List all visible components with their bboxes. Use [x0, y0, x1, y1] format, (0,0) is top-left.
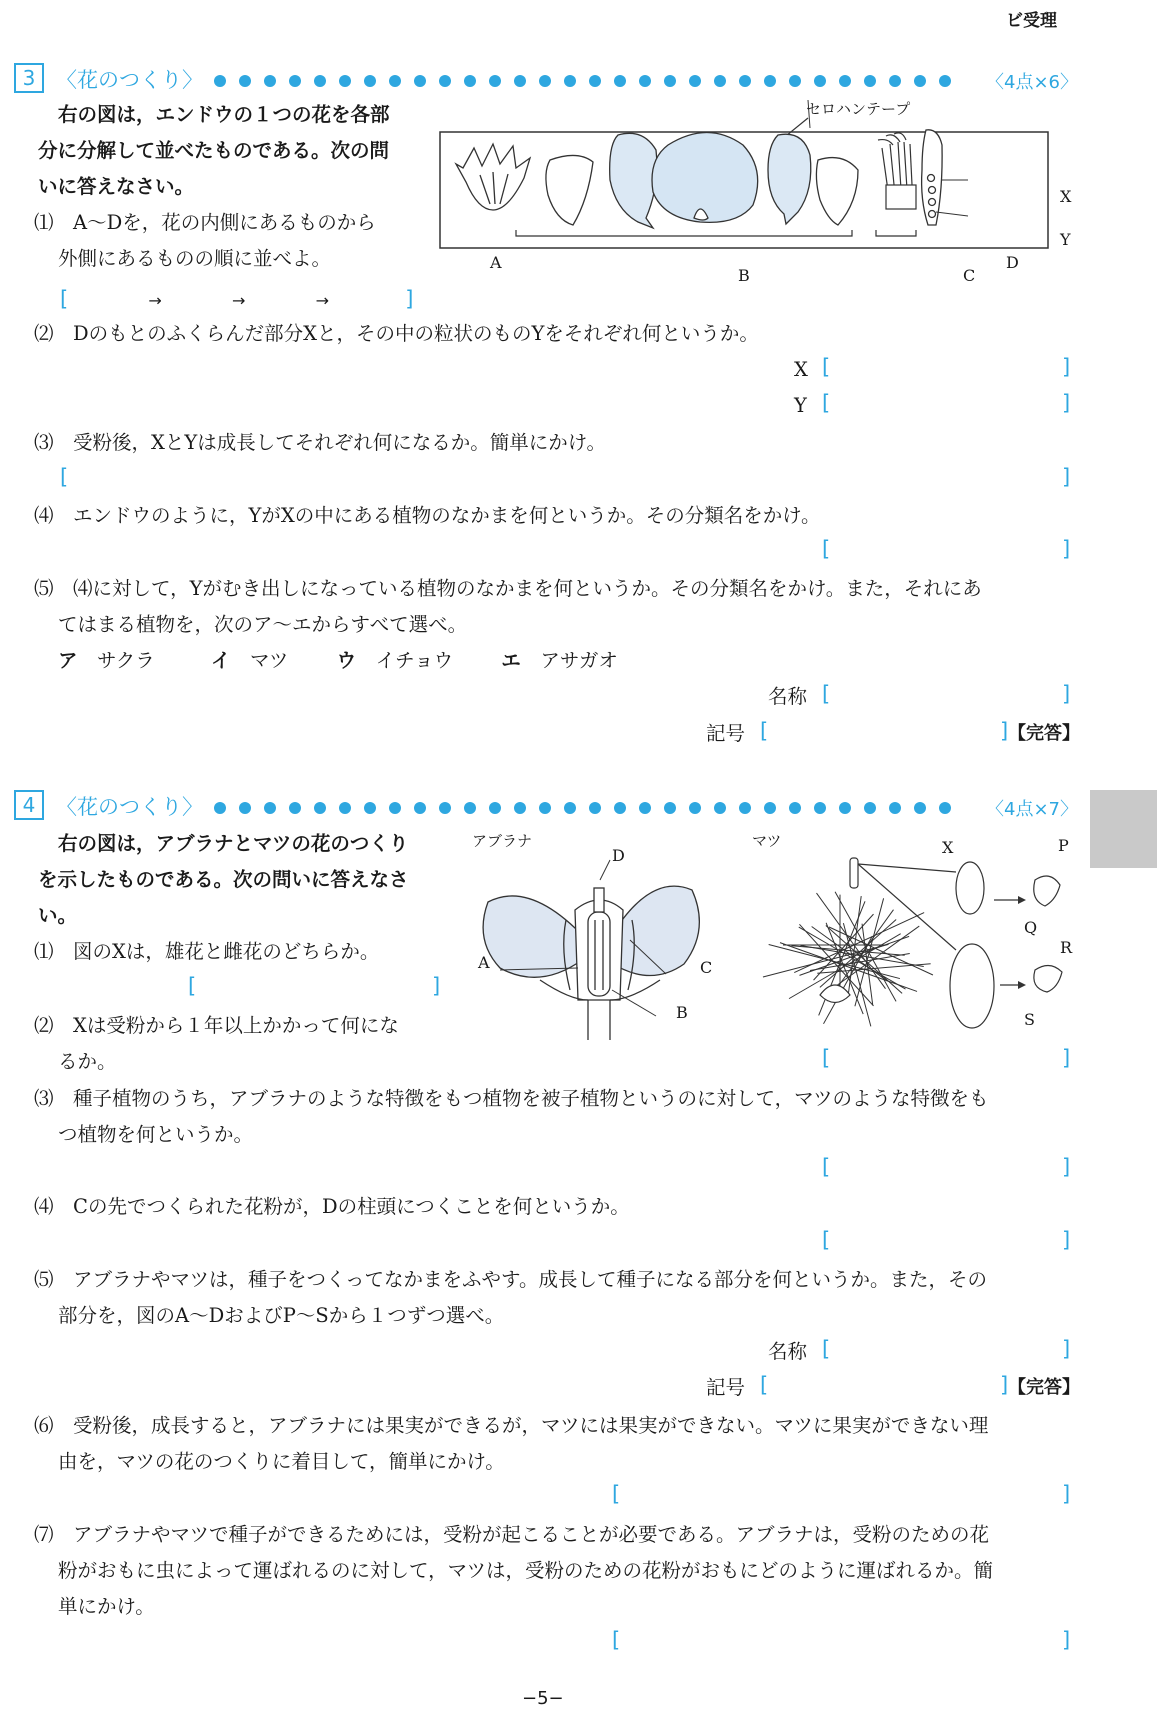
petals-b-drawing: [546, 133, 858, 229]
section4-intro-2: を示したものである。次の問いに答えなさ: [38, 868, 409, 891]
s3-q5-line1: ⑸ ⑷に対して，Yがむき出しになっている植物のなかまを何というか。その分類名をかけ。また，それにあ: [34, 577, 982, 600]
matsu-label-q: Q: [1024, 918, 1038, 937]
header-dot: [214, 75, 226, 87]
header-dot: [664, 75, 676, 87]
header-dot: [739, 75, 751, 87]
s4-q5-name-close[interactable]: ]: [1062, 1337, 1071, 1361]
header-dot: [239, 802, 251, 814]
s4-q7-close[interactable]: ]: [1062, 1628, 1071, 1652]
header-dot: [289, 802, 301, 814]
s4-q2-open[interactable]: [: [822, 1046, 831, 1070]
header-dot: [339, 75, 351, 87]
header-dot: [289, 75, 301, 87]
section4-intro-3: い。: [38, 904, 78, 927]
section4-points: 〈4点×7〉: [986, 799, 1078, 820]
s4-q5-line2: 部分を，図のA～DおよびP～Sから１つずつ選べ。: [58, 1304, 505, 1327]
section4-title: 〈花のつくり〉: [56, 795, 203, 819]
header-dot: [689, 75, 701, 87]
header-dot: [364, 75, 376, 87]
header-dot: [564, 75, 576, 87]
s3-q3-close[interactable]: ]: [1062, 465, 1071, 489]
s4-q5-symbol-open[interactable]: [: [760, 1373, 769, 1397]
s3-q1-line2: 外側にあるものの順に並べよ。: [58, 247, 332, 270]
figure-label-b: B: [738, 266, 750, 285]
s4-q7-line3: 単にかけ。: [58, 1595, 155, 1618]
s4-q5-line1: ⑸ アブラナやマツは，種子をつくってなかまをふやす。成長して種子になる部分を何というか。また，その: [34, 1268, 987, 1291]
section3-intro-1: 右の図は，エンドウの１つの花を各部: [58, 103, 390, 126]
s4-q5-symbol-label: 記号: [706, 1376, 746, 1399]
pine-needle: [817, 893, 855, 945]
header-dot: [464, 75, 476, 87]
s3-q5-name-open[interactable]: [: [822, 682, 831, 706]
calyx-a-drawing: [456, 144, 530, 210]
header-dot: [664, 802, 676, 814]
header-dot: [489, 802, 501, 814]
section3-title: 〈花のつくり〉: [56, 68, 203, 92]
s3-q2-y-close[interactable]: ]: [1062, 391, 1071, 415]
header-dot: [839, 75, 851, 87]
header-dot: [814, 75, 826, 87]
section3-points: 〈4点×6〉: [986, 72, 1078, 93]
s4-q5-name-open[interactable]: [: [822, 1337, 831, 1361]
header-dot: [839, 802, 851, 814]
pine-needle: [826, 923, 840, 957]
header-dot: [614, 802, 626, 814]
header-dot: [914, 75, 926, 87]
header-dot: [564, 802, 576, 814]
s3-q2-x-open[interactable]: [: [822, 355, 831, 379]
s4-q4-close[interactable]: ]: [1062, 1228, 1071, 1252]
header-dot: [689, 802, 701, 814]
header-dot: [639, 802, 651, 814]
s3-q4-text: ⑷ エンドウのように，YがXの中にある植物のなかまを何というか。その分類名をかけ。: [34, 504, 821, 527]
tape-label: セロハンテープ: [806, 100, 911, 118]
s4-q4-open[interactable]: [: [822, 1228, 831, 1252]
abrana-label-c: C: [700, 958, 713, 977]
abrana-label-d: D: [612, 846, 625, 865]
s3-q2-y-label: Y: [794, 394, 807, 417]
pine-needle: [812, 926, 854, 957]
header-dot: [239, 75, 251, 87]
s4-q4-text: ⑷ Cの先でつくられた花粉が，Dの柱頭につくことを何というか。: [34, 1195, 630, 1218]
header-dot: [789, 802, 801, 814]
pine-needle: [854, 896, 861, 951]
corner-label: ビ受理: [1006, 11, 1057, 31]
s3-q2-text: ⑵ Dのもとのふくらんだ部分Xと，その中の粒状のものYをそれぞれ何というか。: [34, 322, 759, 345]
s4-q7-open[interactable]: [: [612, 1628, 621, 1652]
s3-q2-x-close[interactable]: ]: [1062, 355, 1071, 379]
header-dot: [764, 75, 776, 87]
section4-dots: [214, 802, 974, 816]
s3-q5-name-label: 名称: [768, 685, 808, 708]
header-dot: [864, 802, 876, 814]
matsu-label-r: R: [1060, 938, 1073, 957]
s3-q5-symbol-label: 記号: [706, 722, 746, 745]
section3-dots: [214, 75, 974, 89]
header-dot: [764, 802, 776, 814]
header-dot: [614, 75, 626, 87]
header-dot: [589, 75, 601, 87]
figure-label-y: Y: [1060, 230, 1071, 249]
s4-q2-close[interactable]: ]: [1062, 1046, 1071, 1070]
s4-q3-close[interactable]: ]: [1062, 1155, 1071, 1179]
matsu-label-p: P: [1058, 836, 1069, 855]
pea-flower-figure: [438, 100, 1098, 290]
abrana-label: アブラナ: [472, 832, 533, 850]
header-dot: [414, 75, 426, 87]
abrana-label-a: A: [478, 953, 490, 972]
header-dot: [589, 802, 601, 814]
header-dot: [314, 802, 326, 814]
s4-q5-symbol-close[interactable]: ]: [1000, 1373, 1009, 1397]
s4-q6-open[interactable]: [: [612, 1482, 621, 1506]
header-dot: [339, 802, 351, 814]
s4-q3-line2: つ植物を何というか。: [58, 1123, 254, 1146]
s3-q5-choices: ア サクラ イ マツ ウ イチョウ エ アサガオ: [58, 649, 618, 672]
header-dot: [489, 75, 501, 87]
header-dot: [439, 75, 451, 87]
side-tab: [1090, 790, 1157, 868]
figure-label-c: C: [963, 266, 976, 285]
s3-q2-y-open[interactable]: [: [822, 391, 831, 415]
matsu-label: マツ: [752, 832, 782, 850]
section3-intro-3: いに答えなさい。: [38, 175, 195, 198]
s4-q7-line1: ⑺ アブラナやマツで種子ができるためには，受粉が起こることが必要である。アブラナは，受粉のための花: [34, 1523, 989, 1546]
header-dot: [539, 802, 551, 814]
header-dot: [714, 802, 726, 814]
s3-q4-close[interactable]: ]: [1062, 537, 1071, 561]
header-dot: [364, 802, 376, 814]
s3-q1-answer[interactable]: [ → → → ]: [60, 287, 414, 311]
s4-q3-open[interactable]: [: [822, 1155, 831, 1179]
header-dot: [414, 802, 426, 814]
header-dot: [514, 802, 526, 814]
s3-q5-symbol-open[interactable]: [: [760, 719, 769, 743]
figure-label-a: A: [490, 253, 502, 272]
page-number: −5−: [522, 1688, 564, 1709]
s4-q3-line1: ⑶ 種子植物のうち，アブラナのような特徴をもつ植物を被子植物というのに対して，マツのような特徴をも: [34, 1087, 989, 1110]
s4-q2-line2: るか。: [58, 1050, 117, 1073]
pine-needle: [868, 945, 933, 975]
s4-q1-close[interactable]: ]: [432, 974, 441, 998]
header-dot: [939, 75, 951, 87]
abrana-label-b: B: [676, 1003, 688, 1022]
section4-intro-1: 右の図は，アブラナとマツの花のつくり: [58, 832, 409, 855]
header-dot: [439, 802, 451, 814]
matsu-label-x: X: [942, 838, 954, 857]
s3-q5-symbol-close[interactable]: ]: [1000, 719, 1009, 743]
section3-intro-2: 分に分解して並べたものである。次の問: [38, 139, 390, 162]
pistil-d-drawing: [922, 130, 943, 225]
s4-q6-close[interactable]: ]: [1062, 1482, 1071, 1506]
s4-q6-line1: ⑹ 受粉後，成長すると，アブラナには果実ができるが，マツには果実ができない。マツに果実ができない理: [34, 1414, 989, 1437]
header-dot: [514, 75, 526, 87]
header-dot: [939, 802, 951, 814]
s3-q3-text: ⑶ 受粉後，XとYは成長してそれぞれ何になるか。簡単にかけ。: [34, 431, 607, 454]
header-dot: [714, 75, 726, 87]
header-dot: [739, 802, 751, 814]
header-dot: [889, 75, 901, 87]
header-dot: [539, 75, 551, 87]
header-dot: [789, 75, 801, 87]
stamens-c-drawing: [878, 133, 916, 209]
s3-q5-name-close[interactable]: ]: [1062, 682, 1071, 706]
s3-q4-open[interactable]: [: [822, 537, 831, 561]
header-dot: [214, 802, 226, 814]
header-dot: [889, 802, 901, 814]
s4-q2-line1: ⑵ Xは受粉から１年以上かかって何にな: [34, 1014, 399, 1037]
figure-label-x: X: [1060, 187, 1072, 206]
header-dot: [389, 75, 401, 87]
matsu-label-s: S: [1024, 1010, 1035, 1029]
header-dot: [914, 802, 926, 814]
s4-q1-text: ⑴ 図のXは，雄花と雌花のどちらか。: [34, 940, 380, 963]
s4-q7-line2: 粉がおもに虫によって運ばれるのに対して，マツは，受粉のための花粉がおもにどのように運ばれるか。簡: [58, 1559, 994, 1582]
header-dot: [639, 75, 651, 87]
s4-q6-line2: 由を，マツの花のつくりに着目して，簡単にかけ。: [58, 1450, 505, 1473]
header-dot: [864, 75, 876, 87]
s4-q5-complete: 【完答】: [1008, 1377, 1080, 1398]
s3-q5-complete: 【完答】: [1008, 723, 1080, 744]
header-dot: [264, 802, 276, 814]
header-dot: [389, 802, 401, 814]
s4-q5-name-label: 名称: [768, 1340, 808, 1363]
s3-q5-line2: てはまる植物を，次のア～エからすべて選べ。: [58, 613, 468, 636]
s3-q3-open[interactable]: [: [60, 465, 69, 489]
header-dot: [264, 75, 276, 87]
header-dot: [314, 75, 326, 87]
s3-q1-line1: ⑴ A～Dを，花の内側にあるものから: [34, 211, 376, 234]
header-dot: [814, 802, 826, 814]
section4-number: 4: [14, 790, 44, 820]
figure-label-d: D: [1006, 253, 1019, 272]
s3-q2-x-label: X: [794, 358, 808, 381]
section3-number: 3: [14, 63, 44, 93]
pine-needle: [826, 926, 868, 963]
s4-q1-open[interactable]: [: [188, 974, 197, 998]
header-dot: [464, 802, 476, 814]
